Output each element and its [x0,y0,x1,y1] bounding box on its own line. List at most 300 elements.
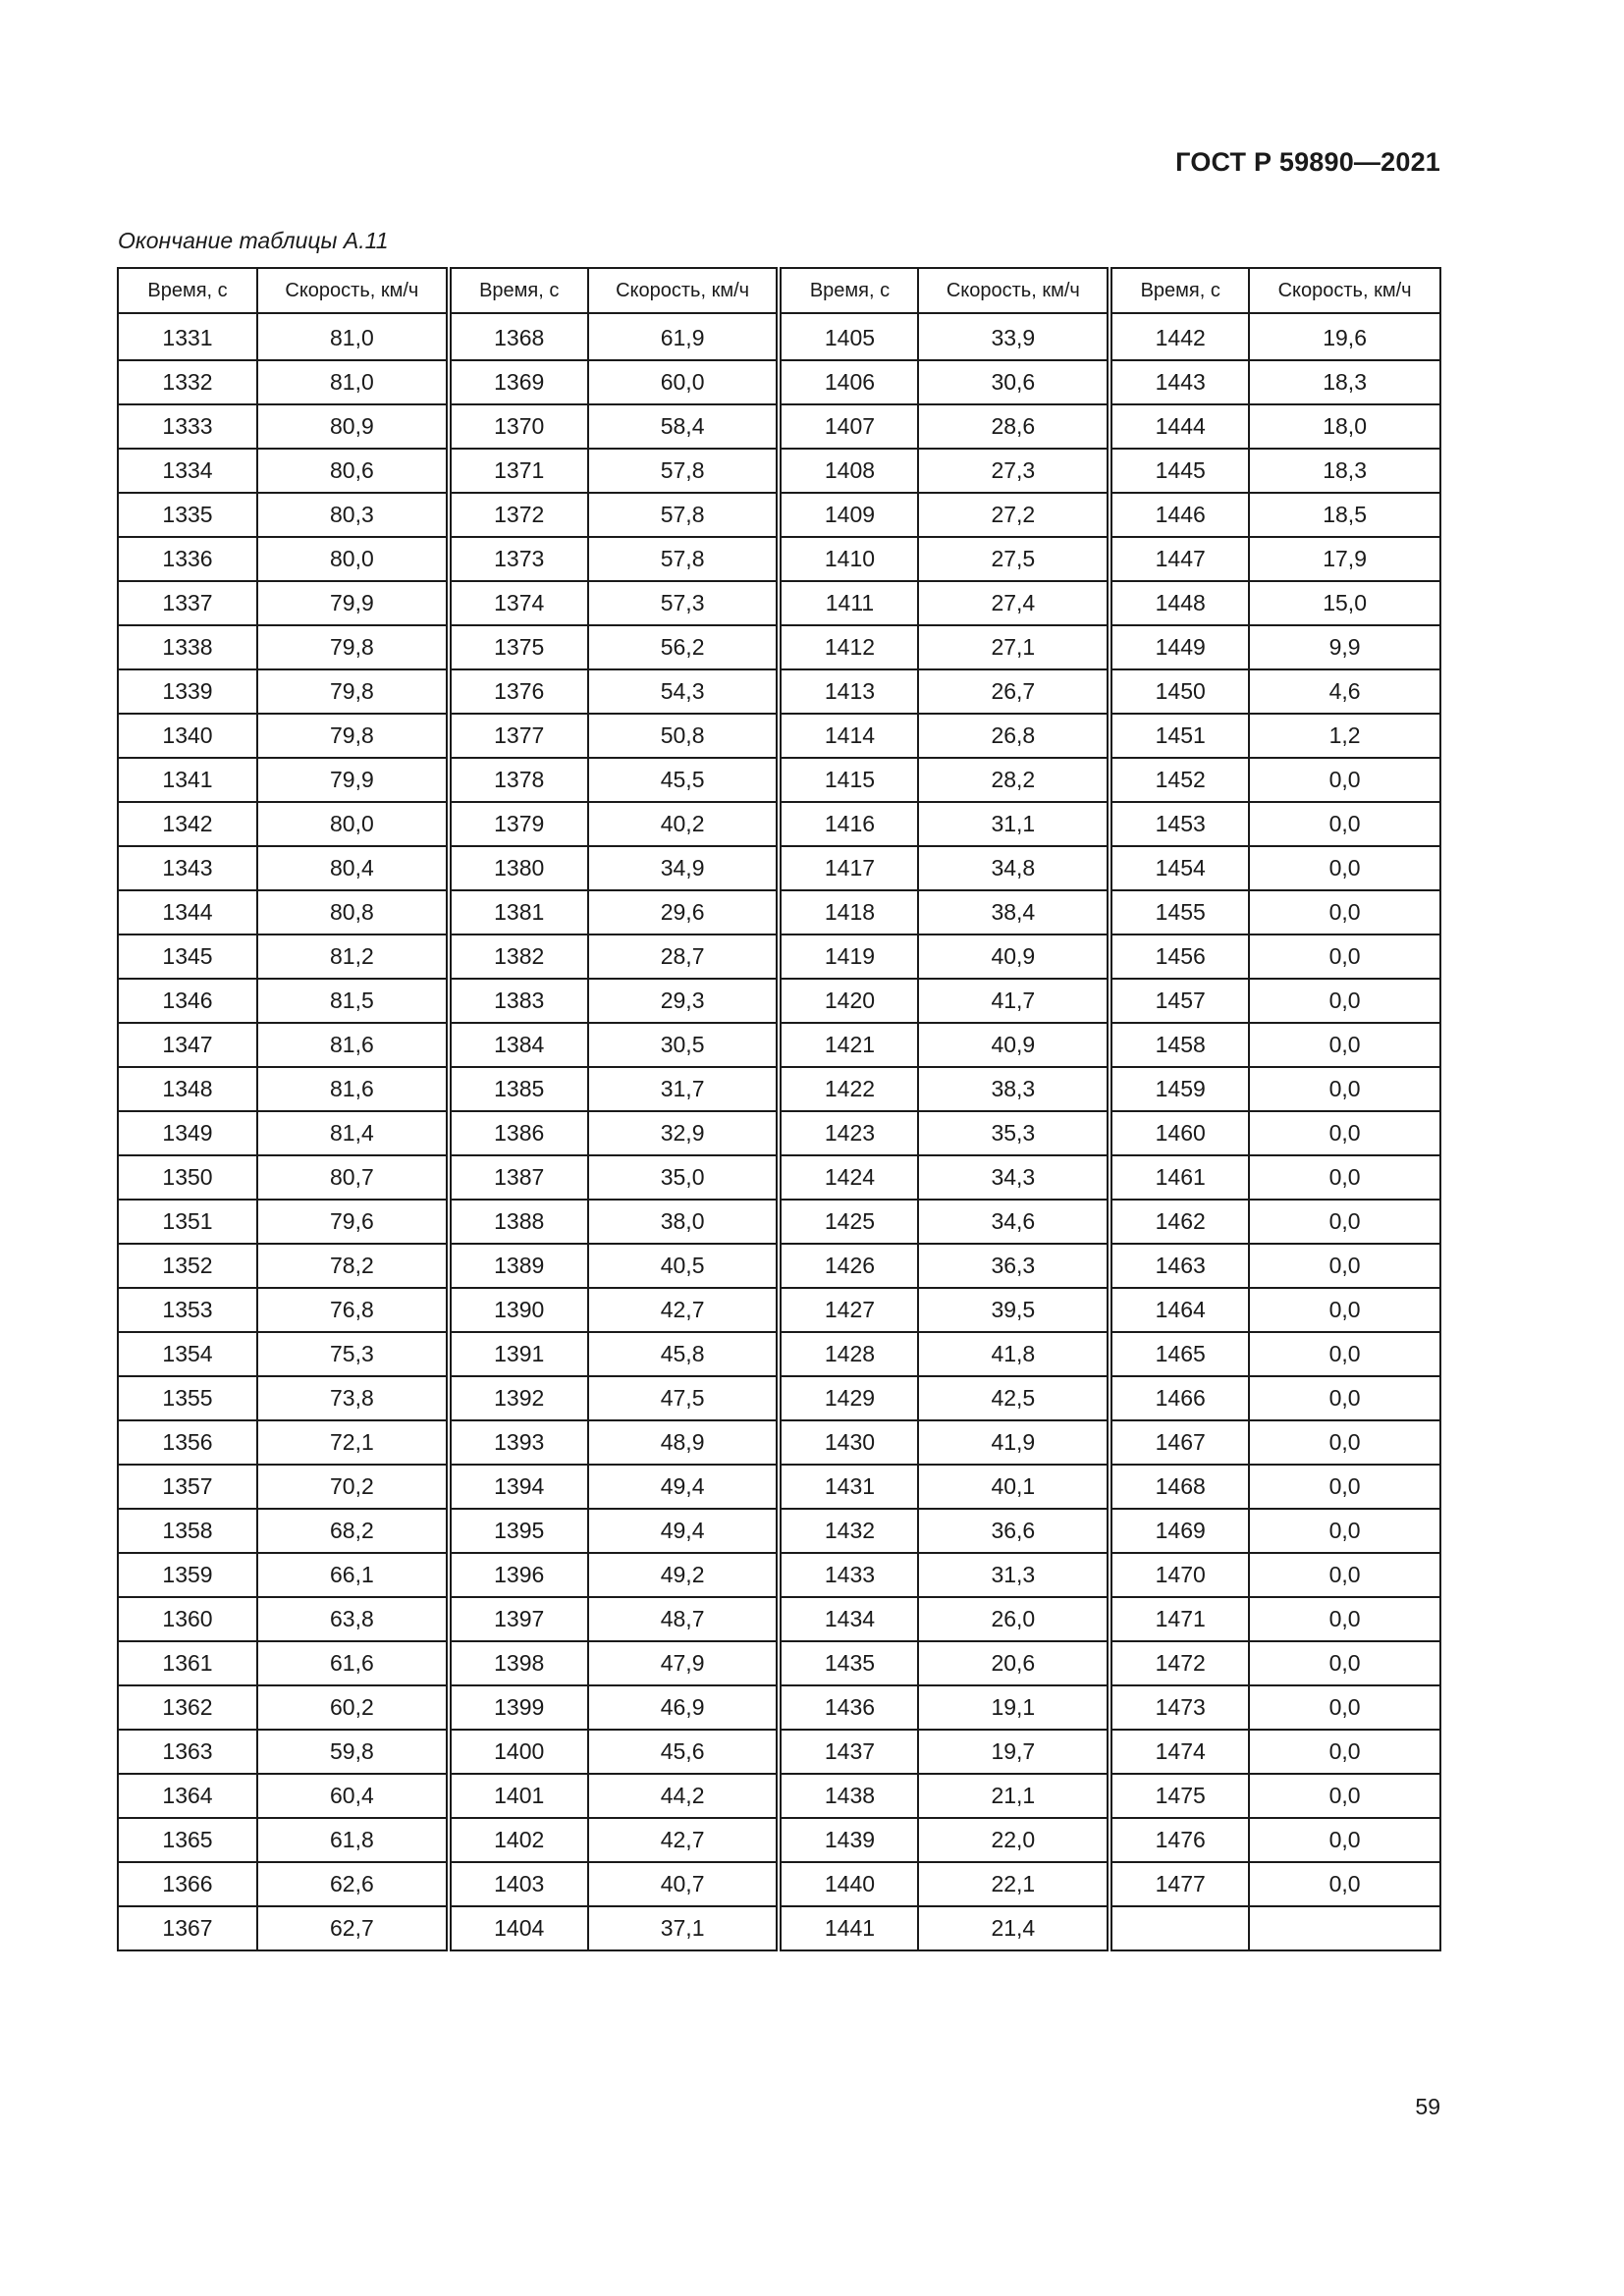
speed-cell: 79,9 [257,758,449,802]
time-cell: 1331 [118,313,257,360]
speed-cell: 79,8 [257,714,449,758]
speed-cell: 40,5 [588,1244,780,1288]
speed-cell: 38,3 [918,1067,1110,1111]
time-cell: 1445 [1110,449,1249,493]
time-cell: 1447 [1110,537,1249,581]
time-cell: 1419 [779,934,918,979]
time-cell: 1374 [449,581,588,625]
time-cell: 1430 [779,1420,918,1465]
time-cell: 1361 [118,1641,257,1685]
table-row [118,1244,1440,1288]
speed-cell: 28,6 [918,404,1110,449]
time-cell: 1377 [449,714,588,758]
header-time-4: Время, с [1110,268,1249,313]
time-cell: 1373 [449,537,588,581]
speed-cell: 68,2 [257,1509,449,1553]
speed-cell: 80,4 [257,846,449,890]
time-cell: 1372 [449,493,588,537]
time-cell: 1453 [1110,802,1249,846]
table-row [118,1597,1440,1641]
time-cell: 1434 [779,1597,918,1641]
time-cell: 1382 [449,934,588,979]
speed-cell: 0,0 [1249,1067,1440,1111]
speed-time-table [117,267,1441,1951]
speed-cell: 22,1 [918,1862,1110,1906]
speed-cell: 58,4 [588,404,780,449]
speed-cell: 21,4 [918,1906,1110,1950]
speed-cell: 31,3 [918,1553,1110,1597]
table-row [118,537,1440,581]
time-cell: 1385 [449,1067,588,1111]
time-cell: 1452 [1110,758,1249,802]
speed-cell: 0,0 [1249,1862,1440,1906]
speed-cell: 27,4 [918,581,1110,625]
speed-cell: 34,6 [918,1200,1110,1244]
document-header: ГОСТ Р 59890—2021 [1175,147,1440,177]
table-row [118,1288,1440,1332]
table-row [118,979,1440,1023]
speed-cell: 79,8 [257,669,449,714]
speed-cell: 19,6 [1249,313,1440,360]
time-cell: 1363 [118,1730,257,1774]
table-row [118,1067,1440,1111]
time-cell: 1412 [779,625,918,669]
table-row [118,934,1440,979]
speed-cell: 37,1 [588,1906,780,1950]
speed-cell: 40,9 [918,1023,1110,1067]
speed-cell: 36,3 [918,1244,1110,1288]
time-cell: 1395 [449,1509,588,1553]
time-cell: 1435 [779,1641,918,1685]
time-cell: 1463 [1110,1244,1249,1288]
table-row [118,1818,1440,1862]
time-cell: 1423 [779,1111,918,1155]
speed-cell: 41,8 [918,1332,1110,1376]
table-row [118,714,1440,758]
speed-cell: 45,5 [588,758,780,802]
table-row [118,1509,1440,1553]
speed-cell: 30,6 [918,360,1110,404]
speed-cell: 29,3 [588,979,780,1023]
speed-cell: 41,7 [918,979,1110,1023]
time-cell: 1368 [449,313,588,360]
speed-cell: 27,1 [918,625,1110,669]
speed-cell: 35,0 [588,1155,780,1200]
speed-cell: 81,6 [257,1023,449,1067]
speed-cell: 31,7 [588,1067,780,1111]
time-cell: 1462 [1110,1200,1249,1244]
speed-cell: 19,1 [918,1685,1110,1730]
speed-cell: 76,8 [257,1288,449,1332]
speed-cell: 9,9 [1249,625,1440,669]
speed-cell: 31,1 [918,802,1110,846]
time-cell: 1475 [1110,1774,1249,1818]
speed-cell: 38,4 [918,890,1110,934]
time-cell: 1358 [118,1509,257,1553]
time-cell: 1458 [1110,1023,1249,1067]
speed-cell: 63,8 [257,1597,449,1641]
speed-cell: 0,0 [1249,1288,1440,1332]
time-cell: 1450 [1110,669,1249,714]
speed-cell: 48,9 [588,1420,780,1465]
table-row [118,1465,1440,1509]
time-cell: 1406 [779,360,918,404]
table-body [118,313,1440,1950]
speed-cell: 61,9 [588,313,780,360]
table-row [118,1906,1440,1950]
speed-cell: 40,2 [588,802,780,846]
time-cell: 1386 [449,1111,588,1155]
speed-cell: 0,0 [1249,1553,1440,1597]
time-cell: 1417 [779,846,918,890]
table-caption: Окончание таблицы А.11 [118,228,389,253]
speed-cell: 27,5 [918,537,1110,581]
time-cell: 1424 [779,1155,918,1200]
table-row [118,625,1440,669]
time-cell: 1356 [118,1420,257,1465]
speed-cell: 18,3 [1249,360,1440,404]
time-cell: 1336 [118,537,257,581]
speed-cell: 59,8 [257,1730,449,1774]
speed-cell: 80,3 [257,493,449,537]
time-cell: 1396 [449,1553,588,1597]
speed-cell: 80,0 [257,802,449,846]
time-cell: 1428 [779,1332,918,1376]
speed-cell: 54,3 [588,669,780,714]
speed-cell: 49,4 [588,1465,780,1509]
speed-cell: 1,2 [1249,714,1440,758]
speed-cell: 26,0 [918,1597,1110,1641]
time-cell: 1360 [118,1597,257,1641]
speed-cell: 18,0 [1249,404,1440,449]
speed-cell: 0,0 [1249,1376,1440,1420]
table-row [118,1023,1440,1067]
speed-cell: 66,1 [257,1553,449,1597]
time-cell: 1439 [779,1818,918,1862]
table-row [118,846,1440,890]
time-cell: 1456 [1110,934,1249,979]
time-cell: 1346 [118,979,257,1023]
table-row [118,1111,1440,1155]
table-row [118,493,1440,537]
speed-cell: 81,5 [257,979,449,1023]
speed-cell: 50,8 [588,714,780,758]
speed-cell: 34,9 [588,846,780,890]
time-cell: 1345 [118,934,257,979]
time-cell: 1335 [118,493,257,537]
time-cell: 1415 [779,758,918,802]
time-cell: 1379 [449,802,588,846]
time-cell: 1455 [1110,890,1249,934]
time-cell: 1339 [118,669,257,714]
table-row [118,1155,1440,1200]
speed-cell: 0,0 [1249,979,1440,1023]
time-cell: 1414 [779,714,918,758]
speed-cell: 0,0 [1249,1730,1440,1774]
time-cell: 1349 [118,1111,257,1155]
speed-cell: 46,9 [588,1685,780,1730]
time-cell: 1352 [118,1244,257,1288]
time-cell: 1355 [118,1376,257,1420]
speed-cell: 62,6 [257,1862,449,1906]
table-row [118,1730,1440,1774]
time-cell: 1416 [779,802,918,846]
time-cell: 1421 [779,1023,918,1067]
table-row [118,1420,1440,1465]
time-cell: 1476 [1110,1818,1249,1862]
time-cell: 1366 [118,1862,257,1906]
time-cell: 1467 [1110,1420,1249,1465]
speed-cell: 0,0 [1249,1818,1440,1862]
time-cell: 1362 [118,1685,257,1730]
speed-cell: 26,7 [918,669,1110,714]
time-cell: 1348 [118,1067,257,1111]
time-cell: 1364 [118,1774,257,1818]
time-cell: 1466 [1110,1376,1249,1420]
speed-cell: 0,0 [1249,758,1440,802]
table-header-row [118,268,1440,313]
speed-cell: 28,2 [918,758,1110,802]
speed-cell: 26,8 [918,714,1110,758]
time-cell: 1394 [449,1465,588,1509]
speed-cell: 80,6 [257,449,449,493]
time-cell: 1342 [118,802,257,846]
speed-cell: 0,0 [1249,1774,1440,1818]
time-cell: 1343 [118,846,257,890]
speed-cell: 60,4 [257,1774,449,1818]
time-cell: 1413 [779,669,918,714]
speed-cell: 30,5 [588,1023,780,1067]
speed-cell: 0,0 [1249,1023,1440,1067]
time-cell: 1477 [1110,1862,1249,1906]
time-cell: 1381 [449,890,588,934]
speed-cell: 80,8 [257,890,449,934]
table-row [118,1774,1440,1818]
speed-cell: 45,8 [588,1332,780,1376]
time-cell: 1350 [118,1155,257,1200]
time-cell: 1341 [118,758,257,802]
time-cell: 1470 [1110,1553,1249,1597]
time-cell: 1369 [449,360,588,404]
time-cell: 1383 [449,979,588,1023]
time-cell: 1391 [449,1332,588,1376]
speed-cell: 42,7 [588,1818,780,1862]
table-row [118,1641,1440,1685]
speed-cell: 80,7 [257,1155,449,1200]
speed-cell: 29,6 [588,890,780,934]
speed-cell: 81,2 [257,934,449,979]
speed-cell: 61,8 [257,1818,449,1862]
time-cell: 1409 [779,493,918,537]
header-time-3: Время, с [779,268,918,313]
table-row [118,758,1440,802]
time-cell: 1411 [779,581,918,625]
time-cell: 1371 [449,449,588,493]
time-cell: 1353 [118,1288,257,1332]
time-cell: 1471 [1110,1597,1249,1641]
page-number: 59 [1415,2094,1440,2119]
time-cell: 1359 [118,1553,257,1597]
time-cell: 1403 [449,1862,588,1906]
speed-cell: 18,3 [1249,449,1440,493]
speed-cell: 0,0 [1249,1509,1440,1553]
time-cell: 1433 [779,1553,918,1597]
time-cell: 1375 [449,625,588,669]
speed-cell: 0,0 [1249,1685,1440,1730]
speed-cell: 32,9 [588,1111,780,1155]
time-cell: 1351 [118,1200,257,1244]
header-time-1: Время, с [118,268,257,313]
speed-cell: 79,6 [257,1200,449,1244]
speed-cell: 56,2 [588,625,780,669]
time-cell: 1422 [779,1067,918,1111]
speed-cell: 81,0 [257,313,449,360]
speed-cell: 47,9 [588,1641,780,1685]
time-cell: 1405 [779,313,918,360]
time-cell: 1464 [1110,1288,1249,1332]
time-cell: 1337 [118,581,257,625]
time-cell: 1332 [118,360,257,404]
speed-cell: 22,0 [918,1818,1110,1862]
speed-cell: 27,3 [918,449,1110,493]
table-row [118,890,1440,934]
speed-cell: 40,9 [918,934,1110,979]
time-cell: 1418 [779,890,918,934]
time-cell: 1407 [779,404,918,449]
speed-cell: 18,5 [1249,493,1440,537]
speed-cell: 15,0 [1249,581,1440,625]
time-cell: 1436 [779,1685,918,1730]
speed-cell: 60,0 [588,360,780,404]
speed-cell: 79,9 [257,581,449,625]
table-row [118,1862,1440,1906]
table-row [118,581,1440,625]
table-row [118,360,1440,404]
time-cell: 1429 [779,1376,918,1420]
time-cell: 1399 [449,1685,588,1730]
time-cell: 1357 [118,1465,257,1509]
speed-cell: 72,1 [257,1420,449,1465]
time-cell: 1449 [1110,625,1249,669]
speed-cell: 80,9 [257,404,449,449]
time-cell: 1437 [779,1730,918,1774]
speed-cell: 44,2 [588,1774,780,1818]
table-row [118,1553,1440,1597]
time-cell: 1410 [779,537,918,581]
time-cell: 1387 [449,1155,588,1200]
table-row [118,404,1440,449]
speed-cell: 48,7 [588,1597,780,1641]
speed-cell: 47,5 [588,1376,780,1420]
time-cell: 1370 [449,404,588,449]
speed-cell: 0,0 [1249,890,1440,934]
speed-cell: 0,0 [1249,1200,1440,1244]
time-cell: 1340 [118,714,257,758]
speed-cell: 0,0 [1249,802,1440,846]
time-cell: 1454 [1110,846,1249,890]
speed-cell: 17,9 [1249,537,1440,581]
speed-cell: 81,6 [257,1067,449,1111]
time-cell: 1334 [118,449,257,493]
time-cell: 1393 [449,1420,588,1465]
speed-cell: 4,6 [1249,669,1440,714]
time-cell: 1440 [779,1862,918,1906]
speed-cell: 81,0 [257,360,449,404]
speed-cell: 40,7 [588,1862,780,1906]
speed-cell: 57,8 [588,493,780,537]
time-cell: 1442 [1110,313,1249,360]
speed-cell: 27,2 [918,493,1110,537]
time-cell: 1388 [449,1200,588,1244]
speed-cell: 0,0 [1249,1597,1440,1641]
speed-cell: 40,1 [918,1465,1110,1509]
time-cell: 1398 [449,1641,588,1685]
time-cell: 1408 [779,449,918,493]
speed-cell: 0,0 [1249,934,1440,979]
time-cell: 1465 [1110,1332,1249,1376]
speed-cell: 0,0 [1249,1111,1440,1155]
time-cell: 1444 [1110,404,1249,449]
speed-cell: 45,6 [588,1730,780,1774]
time-cell: 1378 [449,758,588,802]
time-cell: 1389 [449,1244,588,1288]
speed-cell: 19,7 [918,1730,1110,1774]
speed-cell: 49,4 [588,1509,780,1553]
speed-cell: 20,6 [918,1641,1110,1685]
speed-cell: 0,0 [1249,1155,1440,1200]
speed-cell: 28,7 [588,934,780,979]
header-speed-1: Скорость, км/ч [257,268,449,313]
speed-cell: 57,8 [588,449,780,493]
time-cell: 1344 [118,890,257,934]
speed-cell: 0,0 [1249,1420,1440,1465]
time-cell: 1472 [1110,1641,1249,1685]
time-cell: 1451 [1110,714,1249,758]
speed-cell: 33,9 [918,313,1110,360]
time-cell: 1438 [779,1774,918,1818]
time-cell: 1448 [1110,581,1249,625]
speed-cell: 61,6 [257,1641,449,1685]
time-cell: 1397 [449,1597,588,1641]
header-speed-2: Скорость, км/ч [588,268,780,313]
speed-cell: 78,2 [257,1244,449,1288]
speed-cell: 79,8 [257,625,449,669]
time-cell: 1420 [779,979,918,1023]
speed-cell: 42,7 [588,1288,780,1332]
speed-cell: 62,7 [257,1906,449,1950]
speed-cell: 0,0 [1249,846,1440,890]
speed-cell: 73,8 [257,1376,449,1420]
speed-cell: 42,5 [918,1376,1110,1420]
time-cell: 1457 [1110,979,1249,1023]
speed-cell: 38,0 [588,1200,780,1244]
time-cell: 1469 [1110,1509,1249,1553]
time-cell: 1461 [1110,1155,1249,1200]
speed-cell: 80,0 [257,537,449,581]
table-row [118,1200,1440,1244]
time-cell: 1441 [779,1906,918,1950]
time-cell: 1404 [449,1906,588,1950]
speed-cell: 81,4 [257,1111,449,1155]
time-cell: 1365 [118,1818,257,1862]
speed-cell: 34,8 [918,846,1110,890]
table-row [118,449,1440,493]
time-cell: 1384 [449,1023,588,1067]
speed-cell: 0,0 [1249,1465,1440,1509]
time-cell: 1367 [118,1906,257,1950]
speed-cell: 21,1 [918,1774,1110,1818]
header-time-2: Время, с [449,268,588,313]
